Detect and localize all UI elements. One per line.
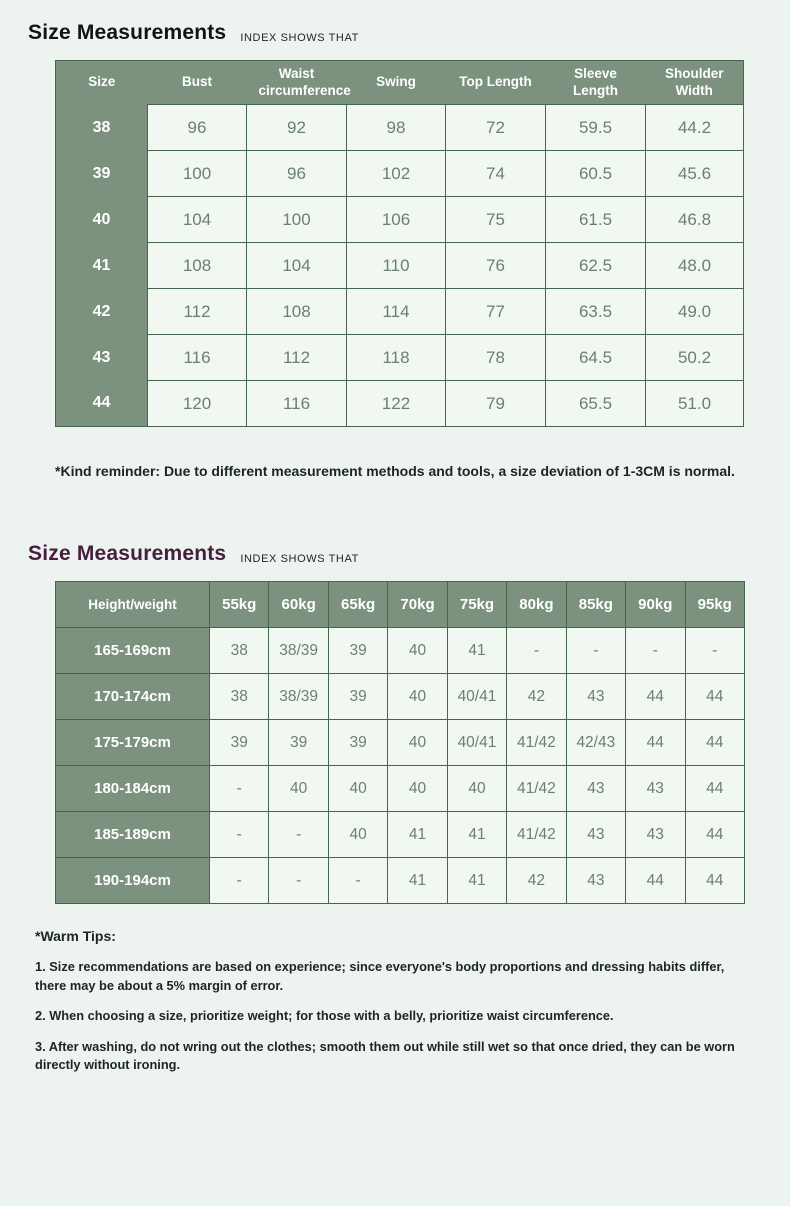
- fit-cell: 44: [685, 858, 745, 904]
- size-cell: 96: [247, 151, 347, 197]
- fit-cell: 43: [626, 812, 685, 858]
- size-row-label: 40: [56, 197, 148, 243]
- fit-cell: 40: [328, 766, 387, 812]
- size-cell: 120: [148, 381, 247, 427]
- fit-cell: 40: [388, 628, 447, 674]
- fit-cell: 43: [566, 858, 625, 904]
- size-cell: 76: [446, 243, 546, 289]
- size-table-column-header: Swing: [347, 61, 446, 105]
- fit-cell: 39: [328, 628, 387, 674]
- fit-cell: 44: [685, 766, 745, 812]
- size-row-label: 43: [56, 335, 148, 381]
- fit-cell: -: [210, 812, 269, 858]
- height-weight-table: [55, 581, 745, 904]
- size-row-label: 41: [56, 243, 148, 289]
- warm-tips: [35, 928, 756, 1075]
- size-cell: 59.5: [546, 105, 646, 151]
- size-table-row: [56, 105, 744, 151]
- fit-cell: 41/42: [507, 766, 566, 812]
- size-cell: 122: [347, 381, 446, 427]
- fit-cell: 39: [328, 674, 387, 720]
- fit-cell: 44: [626, 858, 685, 904]
- warm-tips-title: *Warm Tips:: [35, 928, 116, 944]
- fit-table-weight-header: 80kg: [507, 582, 566, 628]
- fit-cell: 39: [210, 720, 269, 766]
- size-cell: 110: [347, 243, 446, 289]
- size-cell: 106: [347, 197, 446, 243]
- section1-subtitle: INDEX SHOWS THAT: [240, 32, 359, 44]
- fit-cell: 39: [269, 720, 328, 766]
- size-cell: 108: [247, 289, 347, 335]
- size-table-header-row: [56, 61, 744, 105]
- size-cell: 64.5: [546, 335, 646, 381]
- size-cell: 72: [446, 105, 546, 151]
- size-cell: 104: [247, 243, 347, 289]
- size-cell: 46.8: [646, 197, 744, 243]
- warm-tip-3: 3. After washing, do not wring out the clothes; smooth them out while still wet so that once dried, they can be worn directly without ironing.: [35, 1038, 735, 1073]
- size-table-row: [56, 335, 744, 381]
- fit-table-body: [56, 628, 745, 904]
- size-measurements-table: [55, 60, 744, 427]
- fit-table-weight-header: 60kg: [269, 582, 328, 628]
- fit-cell: 42/43: [566, 720, 625, 766]
- fit-cell: -: [566, 628, 625, 674]
- height-row-label: 185-189cm: [56, 812, 210, 858]
- fit-cell: 44: [685, 812, 745, 858]
- size-cell: 45.6: [646, 151, 744, 197]
- fit-cell: 43: [626, 766, 685, 812]
- fit-cell: 40: [447, 766, 506, 812]
- fit-cell: 38/39: [269, 674, 328, 720]
- size-table-row: [56, 381, 744, 427]
- section1-title: Size Measurements: [28, 21, 227, 44]
- fit-cell: 38/39: [269, 628, 328, 674]
- size-cell: 75: [446, 197, 546, 243]
- height-row-label: 170-174cm: [56, 674, 210, 720]
- size-row-label: 42: [56, 289, 148, 335]
- size-cell: 116: [247, 381, 347, 427]
- size-cell: 118: [347, 335, 446, 381]
- fit-cell: 41: [388, 812, 447, 858]
- fit-cell: 43: [566, 766, 625, 812]
- section2-title-row: [0, 541, 790, 567]
- fit-cell: 41: [447, 858, 506, 904]
- size-row-label: 39: [56, 151, 148, 197]
- fit-cell: 39: [328, 720, 387, 766]
- fit-cell: 41: [447, 628, 506, 674]
- fit-cell: -: [328, 858, 387, 904]
- fit-cell: -: [210, 766, 269, 812]
- fit-cell: 44: [685, 720, 745, 766]
- size-table-row: [56, 151, 744, 197]
- size-cell: 79: [446, 381, 546, 427]
- fit-cell: 40/41: [447, 674, 506, 720]
- fit-cell: 42: [507, 674, 566, 720]
- fit-table-header-row: [56, 582, 745, 628]
- warm-tip-2: 2. When choosing a size, prioritize weight; for those with a belly, prioritize waist circumference.: [35, 1008, 614, 1024]
- fit-cell: 38: [210, 674, 269, 720]
- fit-cell: 42: [507, 858, 566, 904]
- fit-table-weight-header: 85kg: [566, 582, 625, 628]
- height-row-label: 180-184cm: [56, 766, 210, 812]
- section2-title: Size Measurements: [28, 542, 227, 565]
- height-row-label: 165-169cm: [56, 628, 210, 674]
- size-cell: 51.0: [646, 381, 744, 427]
- fit-cell: -: [269, 858, 328, 904]
- section1-title-row: [0, 0, 790, 46]
- size-cell: 96: [148, 105, 247, 151]
- size-row-label: 44: [56, 381, 148, 427]
- fit-cell: 40: [388, 720, 447, 766]
- fit-cell: 40: [328, 812, 387, 858]
- fit-cell: 41: [447, 812, 506, 858]
- size-table-column-header: Top Length: [446, 61, 546, 105]
- size-cell: 102: [347, 151, 446, 197]
- fit-table-row: [56, 720, 745, 766]
- fit-table-row: [56, 858, 745, 904]
- size-cell: 112: [148, 289, 247, 335]
- fit-cell: -: [507, 628, 566, 674]
- size-cell: 60.5: [546, 151, 646, 197]
- height-row-label: 190-194cm: [56, 858, 210, 904]
- size-table-row: [56, 243, 744, 289]
- fit-table-row: [56, 812, 745, 858]
- fit-cell: 44: [626, 720, 685, 766]
- size-cell: 108: [148, 243, 247, 289]
- size-cell: 114: [347, 289, 446, 335]
- fit-table-weight-header: 55kg: [210, 582, 269, 628]
- fit-cell: 40: [388, 766, 447, 812]
- fit-table-weight-header: 95kg: [685, 582, 745, 628]
- fit-table-row: [56, 628, 745, 674]
- fit-cell: 41/42: [507, 812, 566, 858]
- fit-cell: 38: [210, 628, 269, 674]
- fit-cell: 44: [685, 674, 745, 720]
- fit-table-header: [56, 582, 745, 628]
- fit-cell: 40/41: [447, 720, 506, 766]
- size-cell: 104: [148, 197, 247, 243]
- size-cell: 44.2: [646, 105, 744, 151]
- size-cell: 65.5: [546, 381, 646, 427]
- size-table-column-header: Waist circumference: [247, 61, 347, 105]
- size-cell: 61.5: [546, 197, 646, 243]
- size-cell: 74: [446, 151, 546, 197]
- size-cell: 92: [247, 105, 347, 151]
- fit-cell: 40: [269, 766, 328, 812]
- fit-table-row: [56, 674, 745, 720]
- fit-cell: -: [626, 628, 685, 674]
- fit-table-corner-header: Height/weight: [56, 582, 210, 628]
- fit-cell: 40: [388, 674, 447, 720]
- size-cell: 100: [247, 197, 347, 243]
- size-cell: 116: [148, 335, 247, 381]
- warm-tip-1: 1. Size recommendations are based on experience; since everyone's body proportions and dressing habits differ, there may be about a 5% margin of error.: [35, 959, 725, 993]
- height-row-label: 175-179cm: [56, 720, 210, 766]
- size-cell: 98: [347, 105, 446, 151]
- fit-table-weight-header: 90kg: [626, 582, 685, 628]
- size-cell: 78: [446, 335, 546, 381]
- fit-cell: -: [685, 628, 745, 674]
- fit-table-weight-header: 65kg: [328, 582, 387, 628]
- fit-cell: 41/42: [507, 720, 566, 766]
- size-table-row: [56, 289, 744, 335]
- fit-cell: -: [269, 812, 328, 858]
- fit-cell: 43: [566, 674, 625, 720]
- kind-reminder-note: *Kind reminder: Due to different measurement methods and tools, a size deviation of 1-3CM is normal.: [55, 463, 735, 479]
- size-table-column-header: Bust: [148, 61, 247, 105]
- size-table-row: [56, 197, 744, 243]
- fit-table-weight-header: 70kg: [388, 582, 447, 628]
- size-cell: 49.0: [646, 289, 744, 335]
- fit-cell: -: [210, 858, 269, 904]
- section2-subtitle: INDEX SHOWS THAT: [240, 553, 359, 565]
- size-row-label: 38: [56, 105, 148, 151]
- fit-table-row: [56, 766, 745, 812]
- size-cell: 50.2: [646, 335, 744, 381]
- size-table-body: [56, 105, 744, 427]
- fit-table-weight-header: 75kg: [447, 582, 506, 628]
- size-cell: 77: [446, 289, 546, 335]
- size-cell: 63.5: [546, 289, 646, 335]
- size-table-header: [56, 61, 744, 105]
- fit-cell: 44: [626, 674, 685, 720]
- size-table-column-header: Size: [56, 61, 148, 105]
- fit-cell: 41: [388, 858, 447, 904]
- size-cell: 100: [148, 151, 247, 197]
- size-cell: 112: [247, 335, 347, 381]
- fit-cell: 43: [566, 812, 625, 858]
- size-table-column-header: Sleeve Length: [546, 61, 646, 105]
- size-cell: 62.5: [546, 243, 646, 289]
- size-table-column-header: Shoulder Width: [646, 61, 744, 105]
- size-cell: 48.0: [646, 243, 744, 289]
